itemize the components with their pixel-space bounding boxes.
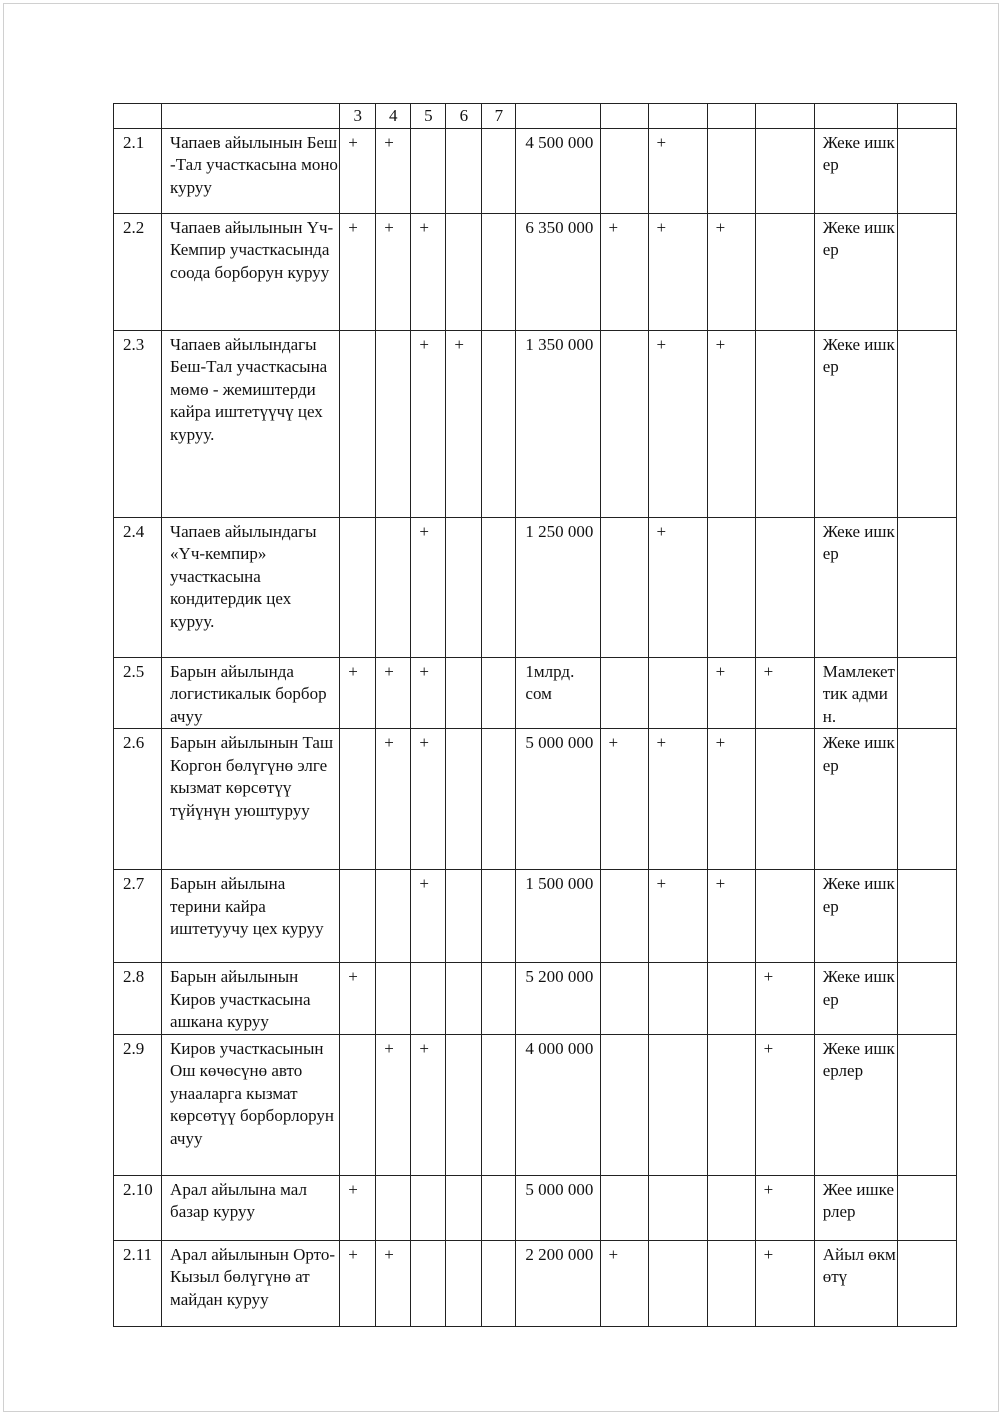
header-cell: 7	[482, 104, 516, 129]
mark-source-3	[707, 128, 755, 213]
header-cell: 3	[340, 104, 376, 129]
mark-col-3: +	[340, 657, 376, 729]
mark-source-2: +	[648, 330, 707, 517]
mark-source-2	[648, 1175, 707, 1240]
mark-source-4: +	[755, 963, 814, 1035]
mark-source-2: +	[648, 213, 707, 330]
mark-source-3	[707, 963, 755, 1035]
table-row	[114, 1175, 957, 1240]
mark-source-4: +	[755, 1034, 814, 1175]
mark-col-7	[482, 963, 516, 1035]
row-note	[897, 330, 956, 517]
row-number: 2.7	[114, 870, 162, 963]
row-note	[897, 213, 956, 330]
row-executor: Жеке ишкер	[814, 870, 897, 963]
header-cell	[755, 104, 814, 129]
row-description: Барын айылынын Киров участкасына ашкана куруу	[162, 963, 340, 1035]
mark-col-5: +	[411, 1034, 446, 1175]
mark-col-6	[446, 729, 482, 870]
mark-col-6	[446, 1175, 482, 1240]
mark-source-4	[755, 729, 814, 870]
row-executor: Жеке ишкер	[814, 213, 897, 330]
row-amount: 1 500 000	[516, 870, 600, 963]
mark-col-7	[482, 657, 516, 729]
row-executor: Жеке ишкер	[814, 729, 897, 870]
mark-source-1	[600, 963, 648, 1035]
row-executor: Жеке ишкер	[814, 517, 897, 657]
mark-col-6	[446, 657, 482, 729]
row-note	[897, 1240, 956, 1326]
row-number: 2.9	[114, 1034, 162, 1175]
mark-source-2: +	[648, 870, 707, 963]
row-description: Чапаев айылынын Үч- Кемпир участкасында соода борборун куруу	[162, 213, 340, 330]
row-note	[897, 729, 956, 870]
row-note	[897, 128, 956, 213]
table-row	[114, 330, 957, 517]
mark-col-7	[482, 517, 516, 657]
row-note	[897, 1175, 956, 1240]
mark-col-5: +	[411, 729, 446, 870]
mark-col-3	[340, 1034, 376, 1175]
mark-col-6	[446, 128, 482, 213]
mark-source-2	[648, 1240, 707, 1326]
mark-col-4	[376, 330, 411, 517]
mark-col-3: +	[340, 128, 376, 213]
row-description: Барын айылынын Таш Коргон бөлүгүнө элге кызмат көрсөтүү түйүнүн уюштуруу	[162, 729, 340, 870]
row-description: Чапаев айылынын Беш -Тал участкасына моно куруу	[162, 128, 340, 213]
row-executor: Жеке ишкер	[814, 963, 897, 1035]
mark-source-1	[600, 517, 648, 657]
table-row	[114, 870, 957, 963]
row-number: 2.6	[114, 729, 162, 870]
mark-col-3: +	[340, 963, 376, 1035]
mark-source-2: +	[648, 517, 707, 657]
mark-col-4	[376, 1175, 411, 1240]
table-row	[114, 1240, 957, 1326]
mark-col-3: +	[340, 213, 376, 330]
table-row	[114, 213, 957, 330]
header-cell	[162, 104, 340, 129]
row-executor: Айыл өкмөтү	[814, 1240, 897, 1326]
mark-source-2: +	[648, 729, 707, 870]
row-description: Арал айылынын Орто- Кызыл бөлүгүнө ат майдан куруу	[162, 1240, 340, 1326]
row-executor: Мамлекеттик админ.	[814, 657, 897, 729]
row-amount: 5 000 000	[516, 729, 600, 870]
mark-col-6: +	[446, 330, 482, 517]
row-amount: 5 000 000	[516, 1175, 600, 1240]
header-cell: 6	[446, 104, 482, 129]
row-note	[897, 1034, 956, 1175]
row-executor: Жеке ишкер	[814, 128, 897, 213]
mark-source-3	[707, 1240, 755, 1326]
mark-col-3	[340, 729, 376, 870]
mark-col-6	[446, 1240, 482, 1326]
mark-source-1	[600, 128, 648, 213]
row-number: 2.11	[114, 1240, 162, 1326]
mark-col-4: +	[376, 657, 411, 729]
mark-source-4: +	[755, 1240, 814, 1326]
row-description: Арал айылына мал базар куруу	[162, 1175, 340, 1240]
header-cell	[707, 104, 755, 129]
mark-col-6	[446, 1034, 482, 1175]
mark-col-4: +	[376, 1034, 411, 1175]
mark-col-4	[376, 870, 411, 963]
row-note	[897, 963, 956, 1035]
mark-source-3: +	[707, 729, 755, 870]
row-amount: 6 350 000	[516, 213, 600, 330]
header-cell	[648, 104, 707, 129]
row-amount: 1 250 000	[516, 517, 600, 657]
mark-col-7	[482, 729, 516, 870]
mark-col-6	[446, 213, 482, 330]
mark-source-4: +	[755, 657, 814, 729]
table-row	[114, 128, 957, 213]
mark-source-3: +	[707, 330, 755, 517]
row-description: Барын айылында логистикалык борбор ачуу	[162, 657, 340, 729]
row-number: 2.3	[114, 330, 162, 517]
row-amount: 4 000 000	[516, 1034, 600, 1175]
row-executor: Жее ишкерлер	[814, 1175, 897, 1240]
mark-col-7	[482, 128, 516, 213]
mark-source-1	[600, 657, 648, 729]
row-note	[897, 657, 956, 729]
mark-source-4	[755, 517, 814, 657]
mark-source-3	[707, 517, 755, 657]
mark-source-2	[648, 657, 707, 729]
mark-source-1: +	[600, 1240, 648, 1326]
document-page	[3, 3, 999, 1412]
header-cell: 4	[376, 104, 411, 129]
table-row	[114, 963, 957, 1035]
mark-source-1	[600, 330, 648, 517]
mark-col-5: +	[411, 213, 446, 330]
row-amount: 4 500 000	[516, 128, 600, 213]
mark-col-5: +	[411, 657, 446, 729]
mark-col-7	[482, 330, 516, 517]
mark-source-3	[707, 1175, 755, 1240]
row-number: 2.1	[114, 128, 162, 213]
mark-source-1	[600, 1175, 648, 1240]
mark-source-2	[648, 1034, 707, 1175]
row-amount: 1 350 000	[516, 330, 600, 517]
mark-col-5	[411, 128, 446, 213]
mark-col-4: +	[376, 1240, 411, 1326]
mark-col-5: +	[411, 330, 446, 517]
mark-source-3: +	[707, 657, 755, 729]
mark-col-6	[446, 963, 482, 1035]
row-executor: Жеке ишкерлер	[814, 1034, 897, 1175]
mark-col-6	[446, 517, 482, 657]
row-number: 2.10	[114, 1175, 162, 1240]
mark-col-7	[482, 1034, 516, 1175]
row-note	[897, 517, 956, 657]
mark-col-6	[446, 870, 482, 963]
mark-col-4	[376, 963, 411, 1035]
mark-source-3	[707, 1034, 755, 1175]
row-description: Чапаев айылындагы Беш-Тал участкасына мөмө - жемиштерди кайра иштетүүчү цех куруу.	[162, 330, 340, 517]
mark-col-3: +	[340, 1175, 376, 1240]
mark-source-4	[755, 330, 814, 517]
mark-col-5	[411, 963, 446, 1035]
mark-col-7	[482, 213, 516, 330]
header-cell	[600, 104, 648, 129]
mark-col-4: +	[376, 128, 411, 213]
header-cell	[114, 104, 162, 129]
table-row	[114, 729, 957, 870]
row-description: Чапаев айылындагы «Үч-кемпир» участкасына кондитердик цех куруу.	[162, 517, 340, 657]
row-amount: 2 200 000	[516, 1240, 600, 1326]
mark-col-4: +	[376, 213, 411, 330]
mark-col-5: +	[411, 870, 446, 963]
mark-source-1: +	[600, 213, 648, 330]
mark-col-3	[340, 517, 376, 657]
mark-col-7	[482, 870, 516, 963]
mark-col-3: +	[340, 1240, 376, 1326]
mark-source-4	[755, 870, 814, 963]
mark-col-5	[411, 1240, 446, 1326]
plan-table	[113, 103, 957, 1327]
mark-col-4: +	[376, 729, 411, 870]
table-row	[114, 1034, 957, 1175]
row-executor: Жеке ишкер	[814, 330, 897, 517]
table-header-row	[114, 104, 957, 129]
mark-source-1: +	[600, 729, 648, 870]
row-description: Киров участкасынын Ош көчөсүнө авто унааларга кызмат көрсөтүү борборлорун ачуу	[162, 1034, 340, 1175]
row-description: Барын айылына терини кайра иштетуучу цех куруу	[162, 870, 340, 963]
header-cell: 5	[411, 104, 446, 129]
mark-source-1	[600, 870, 648, 963]
row-note	[897, 870, 956, 963]
header-cell	[516, 104, 600, 129]
header-cell	[814, 104, 897, 129]
mark-col-7	[482, 1175, 516, 1240]
header-cell	[897, 104, 956, 129]
mark-source-3: +	[707, 870, 755, 963]
table-row	[114, 517, 957, 657]
mark-col-3	[340, 870, 376, 963]
mark-col-7	[482, 1240, 516, 1326]
row-number: 2.4	[114, 517, 162, 657]
mark-col-5	[411, 1175, 446, 1240]
row-number: 2.5	[114, 657, 162, 729]
mark-col-4	[376, 517, 411, 657]
mark-col-5: +	[411, 517, 446, 657]
row-number: 2.8	[114, 963, 162, 1035]
mark-source-3: +	[707, 213, 755, 330]
mark-source-4: +	[755, 1175, 814, 1240]
row-number: 2.2	[114, 213, 162, 330]
mark-source-4	[755, 213, 814, 330]
row-amount: 1млрд. сом	[516, 657, 600, 729]
mark-source-4	[755, 128, 814, 213]
mark-source-2: +	[648, 128, 707, 213]
mark-source-1	[600, 1034, 648, 1175]
table-row	[114, 657, 957, 729]
mark-col-3	[340, 330, 376, 517]
row-amount: 5 200 000	[516, 963, 600, 1035]
mark-source-2	[648, 963, 707, 1035]
